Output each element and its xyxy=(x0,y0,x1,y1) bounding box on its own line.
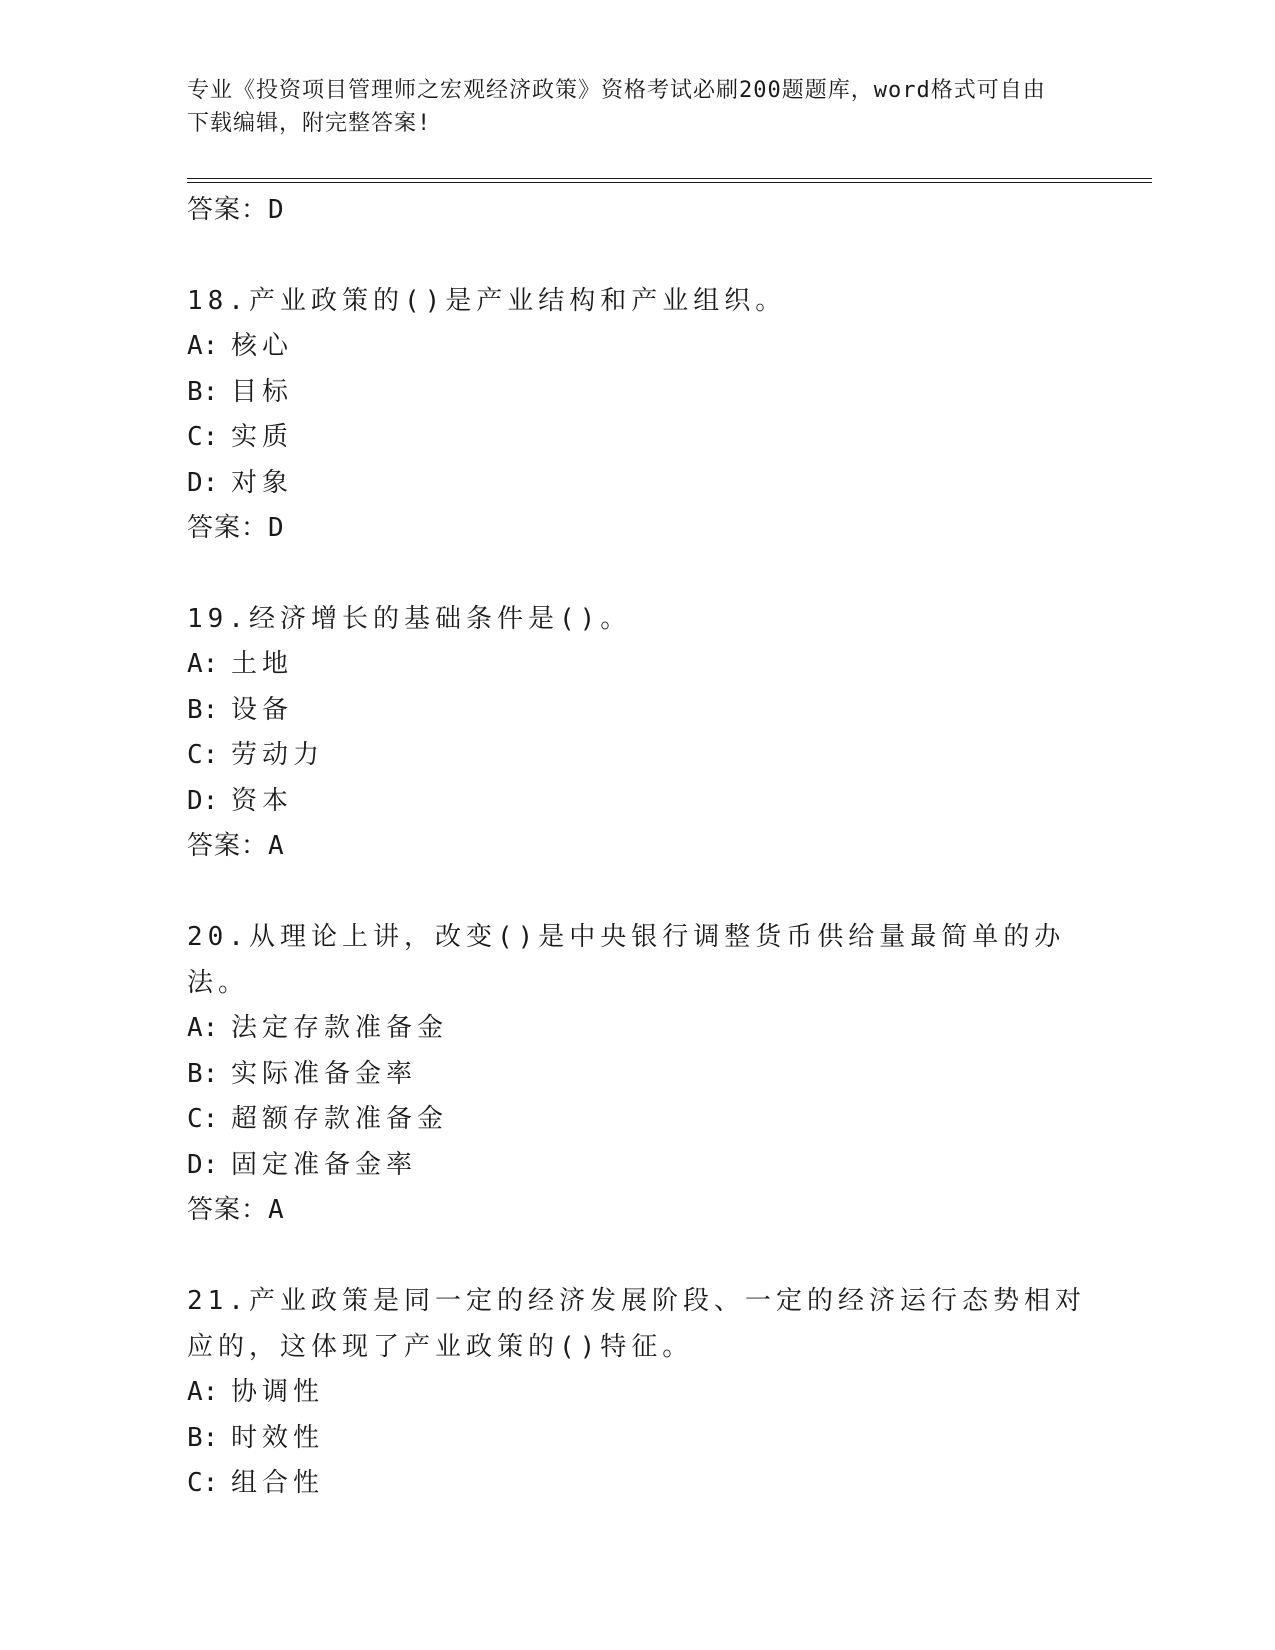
option-text: 协调性 xyxy=(231,1377,325,1407)
option-text: 劳动力 xyxy=(231,740,325,770)
option-text: 实际准备金率 xyxy=(231,1058,418,1089)
option-a xyxy=(187,642,1087,688)
answer-line xyxy=(187,1188,1087,1233)
question-stem: 19.经济增长的基础条件是()。 xyxy=(187,604,632,634)
option-letter: B: xyxy=(187,1058,219,1089)
option-letter: D: xyxy=(187,1149,219,1180)
option-letter: D: xyxy=(187,467,219,498)
option-letter: C: xyxy=(187,1468,219,1498)
option-b xyxy=(187,370,1087,416)
option-d xyxy=(187,1143,1087,1189)
option-text: 组合性 xyxy=(231,1468,325,1498)
answer-label: 答案： xyxy=(187,1195,269,1225)
document-header: 专业《投资项目管理师之宏观经济政策》资格考试必刷200题题库，word格式可自由下载编辑，附完整答案! xyxy=(187,78,1046,136)
option-b xyxy=(187,1416,1087,1462)
option-letter: D: xyxy=(187,785,219,816)
option-c xyxy=(187,415,1087,461)
header-rule-top xyxy=(187,178,1152,179)
header-rule-bottom xyxy=(187,182,1152,183)
option-text: 法定存款准备金 xyxy=(231,1013,449,1043)
question-21 xyxy=(187,1278,1087,1507)
option-text: 实质 xyxy=(231,422,294,452)
option-text: 固定准备金率 xyxy=(231,1149,418,1180)
option-letter: C: xyxy=(187,1104,219,1134)
option-text: 资本 xyxy=(231,785,294,816)
option-letter: A: xyxy=(187,649,219,679)
option-letter: A: xyxy=(187,331,219,361)
option-letter: A: xyxy=(187,1013,219,1043)
answer-line xyxy=(187,188,1087,233)
question-stem: 21.产业政策是同一定的经济发展阶段、一定的经济运行态势相对应的，这体现了产业政策的()特征。 xyxy=(187,1286,1086,1362)
option-letter: B: xyxy=(187,694,219,725)
question-list xyxy=(187,188,1087,1507)
option-b xyxy=(187,1052,1087,1098)
option-letter: B: xyxy=(187,376,219,407)
option-b xyxy=(187,688,1087,734)
option-c xyxy=(187,733,1087,779)
answer-label: 答案： xyxy=(187,513,269,543)
answer-value: D xyxy=(268,195,285,225)
option-a xyxy=(187,324,1087,370)
answer-label: 答案： xyxy=(187,831,269,861)
answer-value: D xyxy=(268,513,285,543)
option-a xyxy=(187,1006,1087,1052)
option-text: 核心 xyxy=(231,331,294,361)
option-c xyxy=(187,1461,1087,1507)
question-stem: 20.从理论上讲，改变()是中央银行调整货币供给量最简单的办法。 xyxy=(187,922,1066,998)
option-text: 时效性 xyxy=(231,1422,325,1453)
question-20 xyxy=(187,914,1087,1233)
option-text: 设备 xyxy=(231,694,294,725)
option-text: 超额存款准备金 xyxy=(231,1104,449,1134)
option-d xyxy=(187,461,1087,507)
answer-line xyxy=(187,824,1087,869)
option-a xyxy=(187,1370,1087,1416)
option-text: 目标 xyxy=(231,376,294,407)
option-c xyxy=(187,1097,1087,1143)
answer-line xyxy=(187,506,1087,551)
option-text: 对象 xyxy=(231,467,294,498)
answer-label: 答案： xyxy=(187,195,269,225)
answer-value: A xyxy=(268,831,285,861)
option-letter: A: xyxy=(187,1377,219,1407)
question-stem: 18.产业政策的()是产业结构和产业组织。 xyxy=(187,286,787,316)
option-letter: B: xyxy=(187,1422,219,1453)
question-18 xyxy=(187,278,1087,551)
option-letter: C: xyxy=(187,422,219,452)
answer-value: A xyxy=(268,1195,285,1225)
option-letter: C: xyxy=(187,740,219,770)
option-text: 土地 xyxy=(231,649,294,679)
question-19 xyxy=(187,596,1087,869)
option-d xyxy=(187,779,1087,825)
